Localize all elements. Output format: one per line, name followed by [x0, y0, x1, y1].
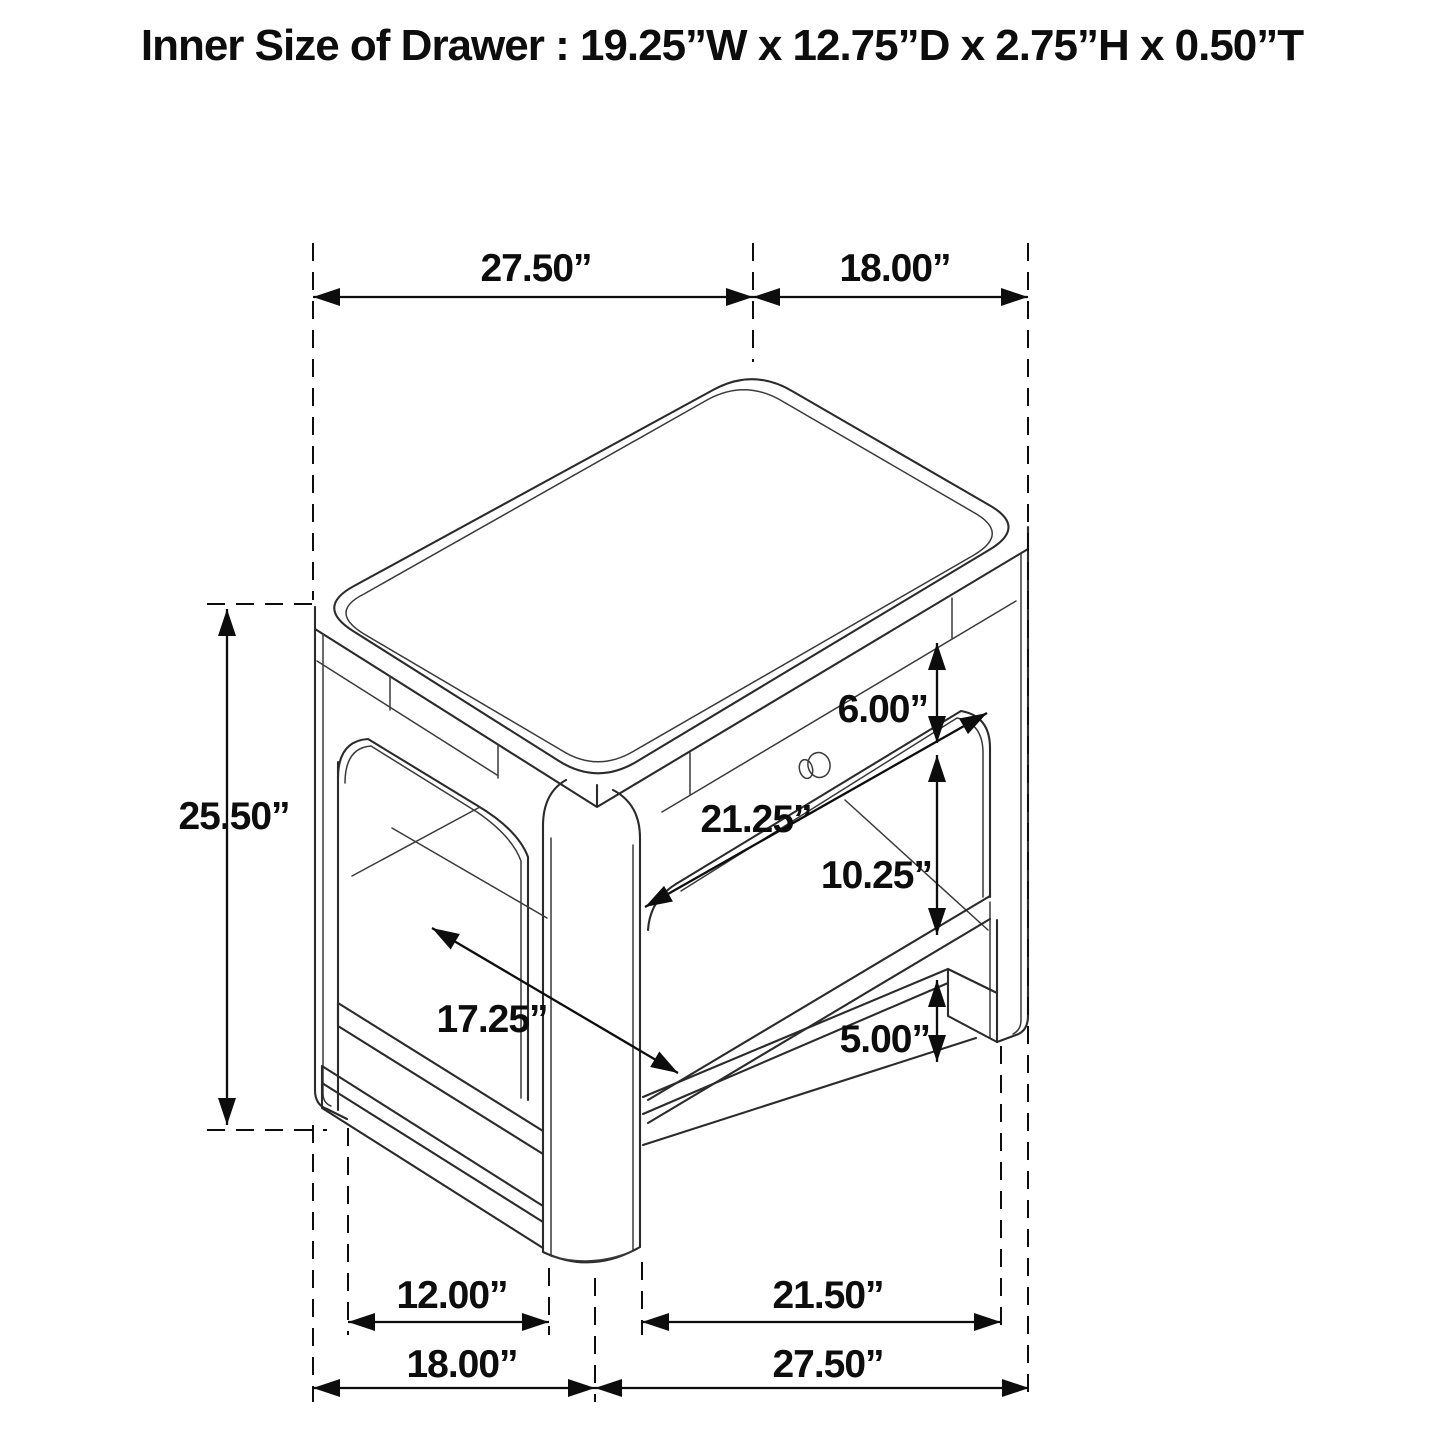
arrowhead-icon	[348, 1313, 375, 1331]
dimension-drawer-width	[645, 713, 987, 907]
arrowhead-icon	[726, 288, 753, 306]
drawer-knob	[797, 750, 832, 780]
tabletop	[315, 379, 1028, 807]
arrowhead-icon	[753, 288, 780, 306]
arrowhead-icon	[1001, 288, 1028, 306]
dimension-labels	[178, 247, 950, 1386]
right-panel	[948, 549, 1028, 1042]
arrowhead-icon	[928, 755, 946, 782]
arrowhead-icon	[595, 1379, 622, 1397]
arrowhead-icon	[218, 1098, 236, 1125]
arrowhead-icon	[642, 1313, 669, 1331]
dimension-label-top-width: 27.50”	[480, 247, 592, 290]
nightstand-drawing	[315, 379, 1028, 1262]
arrowhead-icon	[928, 643, 946, 670]
right-arch	[648, 711, 990, 930]
arrowhead-icon	[313, 288, 340, 306]
left-panel	[315, 629, 347, 1119]
arrowhead-icon	[650, 1052, 678, 1073]
dimension-label-shelf-depth: 17.25”	[436, 998, 548, 1041]
dimension-label-floor-depth: 18.00”	[406, 1343, 518, 1386]
dimension-label-floor-shelf-span: 21.50”	[772, 1274, 884, 1317]
arrowhead-icon	[1002, 1379, 1029, 1397]
page-title: Inner Size of Drawer : 19.25”W x 12.75”D x 2.75”H x 0.50”T	[140, 21, 1304, 70]
extension-lines	[207, 243, 1028, 1402]
arrowhead-icon	[522, 1313, 549, 1331]
arrowhead-icon	[568, 1379, 595, 1397]
left-arch	[338, 739, 528, 1100]
arrowhead-icon	[313, 1379, 340, 1397]
dimension-label-shelf-clearance: 10.25”	[820, 854, 932, 897]
dimension-label-rail-height: 5.00”	[839, 1018, 930, 1061]
dimension-lines	[218, 288, 1029, 1397]
dimension-label-drawer-width: 21.25”	[700, 798, 812, 841]
dimension-label-floor-width: 27.50”	[772, 1343, 884, 1386]
dimension-label-top-depth: 18.00”	[839, 247, 951, 290]
arrowhead-icon	[974, 1313, 1001, 1331]
arrowhead-icon	[432, 928, 460, 949]
arrowhead-icon	[218, 609, 236, 636]
dimension-label-height: 25.50”	[178, 795, 290, 838]
stretcher-rails	[322, 969, 976, 1248]
dimension-line	[645, 713, 987, 907]
dimension-label-drawer-height: 6.00”	[837, 688, 928, 731]
dimension-label-floor-leg-span: 12.00”	[396, 1274, 508, 1317]
